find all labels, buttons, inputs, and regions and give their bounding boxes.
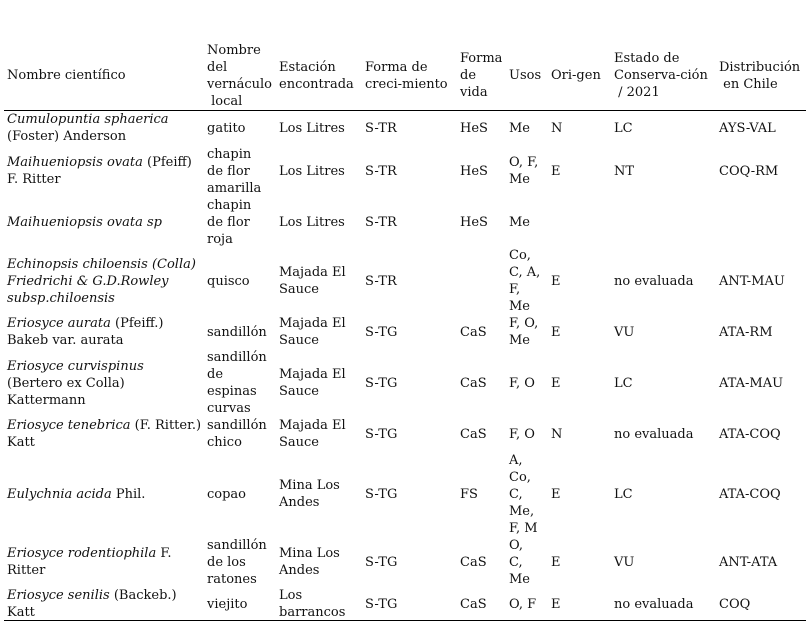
col-vernacular-cell [207, 596, 247, 613]
cell-line: Me [509, 121, 531, 136]
cell-line: S-TR [365, 274, 397, 289]
cell-line: sandillón [207, 350, 267, 365]
cell-line: espinas [207, 384, 257, 399]
cell-line: Me [509, 572, 531, 587]
col-life-form-cell [460, 426, 487, 443]
col-life-form-cell [460, 324, 487, 341]
cell-line: Mina Los [279, 478, 340, 493]
col-uses-cell [509, 247, 540, 315]
cell-line: Majada El [279, 367, 346, 382]
header-line: Ori-gen [551, 68, 601, 83]
cell-line: sandillón [207, 418, 267, 433]
cell-line: F, M [509, 521, 538, 536]
cell-line: Sauce [279, 384, 320, 399]
col-scientific-name-cell [7, 256, 196, 307]
cell-line: Cumulopuntia sphaerica [7, 112, 169, 127]
cell-line: CaS [460, 555, 487, 570]
header-line: Usos [509, 68, 542, 83]
cell-line: roja [207, 232, 233, 247]
cell-line: NT [614, 164, 635, 179]
cell-line: viejito [207, 597, 248, 612]
col-station-cell [279, 477, 340, 511]
col-uses-cell [509, 537, 530, 588]
cell-line: E [551, 487, 561, 502]
cell-line: Me, [509, 504, 535, 519]
col-conservation-cell [614, 273, 693, 290]
col-conservation-cell [614, 375, 633, 392]
col-distribution-cell [719, 375, 783, 392]
cell-line: Kattermann [7, 393, 86, 408]
cell-line: F, O, [509, 316, 539, 331]
col-origin-cell [551, 554, 561, 571]
col-uses-cell [509, 596, 536, 613]
cell-line: Eriosyce senilis (Backeb.) [7, 588, 177, 603]
cell-line: (Bertero ex Colla) [7, 376, 125, 391]
col-origin-header [551, 67, 601, 84]
col-uses-cell [509, 452, 538, 537]
cell-line: E [551, 597, 561, 612]
col-vernacular-header [207, 42, 272, 110]
cell-line: VU [614, 555, 635, 570]
cell-line: Friedrichi & G.D.Rowley [7, 274, 169, 289]
col-distribution-cell [719, 554, 777, 571]
cell-line: C, [509, 487, 523, 502]
cell-line: sandillón [207, 538, 267, 553]
cell-line: Mina Los [279, 546, 340, 561]
cell-line: CaS [460, 325, 487, 340]
col-station-cell [279, 587, 345, 621]
cell-line: E [551, 555, 561, 570]
cell-line: amarilla [207, 181, 262, 196]
cell-line: Majada El [279, 418, 346, 433]
col-distribution-cell [719, 486, 781, 503]
col-growth-form-cell [365, 214, 397, 231]
col-origin-cell [551, 486, 561, 503]
col-life-form-cell [460, 486, 478, 503]
cell-line: Katt [7, 605, 35, 620]
col-life-form-cell [460, 596, 487, 613]
col-scientific-name-cell [7, 315, 163, 349]
cell-line: de [207, 367, 224, 382]
cell-line: Me [509, 333, 531, 348]
cell-line: Eriosyce tenebrica (F. Ritter.) [7, 418, 202, 433]
col-origin-cell [551, 375, 561, 392]
cell-line: S-TG [365, 555, 398, 570]
cell-line: Sauce [279, 435, 320, 450]
cell-line: S-TG [365, 325, 398, 340]
col-distribution-cell [719, 426, 781, 443]
cell-line: Co, [509, 248, 531, 263]
cell-line: Me [509, 215, 531, 230]
col-origin-cell [551, 426, 562, 443]
cell-line: CaS [460, 427, 487, 442]
col-life-form-cell [460, 554, 487, 571]
col-distribution-cell [719, 324, 773, 341]
header-line: local [207, 94, 243, 109]
cell-line: Me [509, 172, 531, 187]
col-scientific-name-cell [7, 417, 201, 451]
cell-line: S-TR [365, 164, 397, 179]
cell-line: Eriosyce rodentiophila F. [7, 546, 172, 561]
col-vernacular-cell [207, 349, 267, 417]
col-origin-cell [551, 273, 561, 290]
cell-line: CaS [460, 597, 487, 612]
col-conservation-cell [614, 596, 693, 613]
cell-line: Eulychnia acida Phil. [7, 487, 146, 502]
header-line: / 2021 [614, 85, 660, 100]
col-distribution-cell [719, 596, 750, 613]
col-origin-cell [551, 324, 561, 341]
cell-line: F, O [509, 376, 535, 391]
cell-line: S-TG [365, 597, 398, 612]
cell-line: COQ-RM [719, 164, 779, 179]
col-vernacular-cell [207, 486, 246, 503]
cell-line: Sauce [279, 282, 320, 297]
col-scientific-name-cell [7, 587, 177, 621]
cell-line: FS [460, 487, 478, 502]
cell-line: chico [207, 435, 242, 450]
cell-line: Andes [279, 495, 320, 510]
cell-line: Eriosyce aurata (Pfeiff.) [7, 316, 164, 331]
cell-line: N [551, 427, 563, 442]
cell-line: LC [614, 376, 633, 391]
col-vernacular-cell [207, 197, 251, 248]
col-growth-form-header [365, 59, 448, 93]
col-station-header [279, 59, 354, 93]
col-uses-cell [509, 315, 538, 349]
cell-line: S-TR [365, 215, 397, 230]
cell-line: S-TG [365, 427, 398, 442]
col-station-cell [279, 264, 346, 298]
col-scientific-name-cell [7, 486, 145, 503]
col-station-cell [279, 545, 340, 579]
col-conservation-cell [614, 120, 633, 137]
col-uses-cell [509, 375, 535, 392]
col-scientific-name-cell [7, 214, 162, 231]
col-distribution-cell [719, 163, 778, 180]
cell-line: Eriosyce curvispinus [7, 359, 144, 374]
cell-line: ANT-ATA [719, 555, 778, 570]
header-line: Forma [460, 51, 503, 66]
header-line: Estación [279, 60, 336, 75]
col-growth-form-cell [365, 554, 397, 571]
col-life-form-cell [460, 375, 487, 392]
cell-line: Los Litres [279, 215, 345, 230]
cell-line: Katt [7, 435, 35, 450]
col-origin-cell [551, 120, 562, 137]
header-line: vida [460, 85, 488, 100]
cell-line: LC [614, 121, 633, 136]
col-station-cell [279, 315, 346, 349]
cell-line: de flor [207, 215, 250, 230]
cell-line: F. Ritter [7, 172, 61, 187]
cell-line: O, F [509, 597, 537, 612]
header-line: Nombre [207, 43, 261, 58]
cell-line: Majada El [279, 316, 346, 331]
cell-line: Los Litres [279, 121, 345, 136]
cell-line: E [551, 274, 561, 289]
cell-line: Ritter [7, 563, 46, 578]
col-scientific-name-cell [7, 111, 169, 145]
col-distribution-cell [719, 120, 776, 137]
cell-line: HeS [460, 164, 488, 179]
header-line: Distribución [719, 60, 801, 75]
col-conservation-cell [614, 486, 633, 503]
col-growth-form-cell [365, 486, 397, 503]
col-distribution-header [719, 59, 800, 93]
header-line: Estado de [614, 51, 680, 66]
cell-line: A, [509, 453, 523, 468]
col-station-cell [279, 163, 345, 180]
cell-line: Bakeb var. aurata [7, 333, 124, 348]
col-uses-cell [509, 120, 530, 137]
col-station-cell [279, 214, 345, 231]
header-line: en Chile [719, 77, 778, 92]
cell-line: curvas [207, 401, 251, 416]
cell-line: F, O [509, 427, 535, 442]
cell-line: ratones [207, 572, 257, 587]
cell-line: ATA-COQ [719, 427, 781, 442]
col-life-form-header [460, 50, 502, 101]
col-uses-cell [509, 426, 535, 443]
cell-line: ANT-MAU [719, 274, 785, 289]
cell-line: O, [509, 538, 524, 553]
cell-line: N [551, 121, 563, 136]
cell-line: chapin [207, 147, 252, 162]
header-line: Forma de [365, 60, 428, 75]
cell-line: subsp.chiloensis [7, 291, 115, 306]
cell-line: quisco [207, 274, 250, 289]
cell-line: barrancos [279, 605, 346, 620]
cell-line: S-TG [365, 376, 398, 391]
col-growth-form-cell [365, 324, 397, 341]
header-line: de [460, 68, 477, 83]
cell-line: S-TG [365, 487, 398, 502]
cell-line: Me [509, 299, 531, 314]
cell-line: C, A, [509, 265, 541, 280]
col-vernacular-cell [207, 120, 246, 137]
cell-line: F, [509, 282, 521, 297]
col-scientific-name-header [7, 67, 126, 84]
header-line: encontrada [279, 77, 354, 92]
cell-line: copao [207, 487, 247, 502]
header-line: del [207, 60, 228, 75]
cell-line: ATA-COQ [719, 487, 781, 502]
col-conservation-cell [614, 554, 634, 571]
cell-line: E [551, 164, 561, 179]
cell-line: no evaluada [614, 597, 694, 612]
header-line: vernáculo [207, 77, 273, 92]
cell-line: de los [207, 555, 246, 570]
col-uses-header [509, 67, 541, 84]
col-growth-form-cell [365, 596, 397, 613]
cell-line: Sauce [279, 333, 320, 348]
header-line: Conserva-ción [614, 68, 708, 83]
cell-line: COQ [719, 597, 751, 612]
cell-line: LC [614, 487, 633, 502]
cell-line: E [551, 325, 561, 340]
cell-line: de flor [207, 164, 250, 179]
cell-line: E [551, 376, 561, 391]
col-vernacular-cell [207, 417, 267, 451]
cell-line: Andes [279, 563, 320, 578]
cell-line: sandillón [207, 325, 267, 340]
cell-line: Echinopsis chiloensis (Colla) [7, 257, 196, 272]
col-origin-cell [551, 596, 561, 613]
cell-line: (Foster) Anderson [7, 129, 127, 144]
col-growth-form-cell [365, 375, 397, 392]
col-origin-cell [551, 163, 561, 180]
cell-line: no evaluada [614, 274, 694, 289]
col-vernacular-cell [207, 537, 267, 588]
col-life-form-cell [460, 214, 488, 231]
cell-line: chapin [207, 198, 252, 213]
col-station-cell [279, 366, 346, 400]
cell-line: CaS [460, 376, 487, 391]
cell-line: Majada El [279, 265, 346, 280]
col-station-cell [279, 120, 345, 137]
col-scientific-name-cell [7, 358, 144, 409]
cell-line: Los Litres [279, 164, 345, 179]
col-life-form-cell [460, 120, 488, 137]
col-station-cell [279, 417, 346, 451]
cell-line: Maihueniopsis ovata sp [7, 215, 162, 230]
col-distribution-cell [719, 273, 785, 290]
cell-line: AYS-VAL [719, 121, 776, 136]
col-conservation-header [614, 50, 708, 101]
col-scientific-name-cell [7, 154, 192, 188]
col-growth-form-cell [365, 163, 397, 180]
cell-line: Maihueniopsis ovata (Pfeiff) [7, 155, 192, 170]
cell-line: S-TR [365, 121, 397, 136]
cell-line: C, [509, 555, 523, 570]
cell-line: Co, [509, 470, 531, 485]
cell-line: gatito [207, 121, 246, 136]
cell-line: HeS [460, 215, 488, 230]
col-life-form-cell [460, 163, 488, 180]
col-conservation-cell [614, 426, 693, 443]
col-vernacular-cell [207, 146, 261, 197]
cell-line: ATA-MAU [719, 376, 784, 391]
col-vernacular-cell [207, 324, 267, 341]
col-uses-cell [509, 154, 538, 188]
col-uses-cell [509, 214, 530, 231]
col-scientific-name-cell [7, 545, 171, 579]
cell-line: ATA-RM [719, 325, 773, 340]
cell-line: O, F, [509, 155, 539, 170]
header-line: Nombre científico [7, 68, 126, 83]
col-growth-form-cell [365, 273, 397, 290]
col-growth-form-cell [365, 426, 397, 443]
col-conservation-cell [614, 163, 634, 180]
cell-line: VU [614, 325, 635, 340]
col-vernacular-cell [207, 273, 250, 290]
cell-line: no evaluada [614, 427, 694, 442]
cell-line: Los [279, 588, 303, 603]
header-line: creci-miento [365, 77, 448, 92]
col-conservation-cell [614, 324, 634, 341]
col-growth-form-cell [365, 120, 397, 137]
cell-line: HeS [460, 121, 488, 136]
